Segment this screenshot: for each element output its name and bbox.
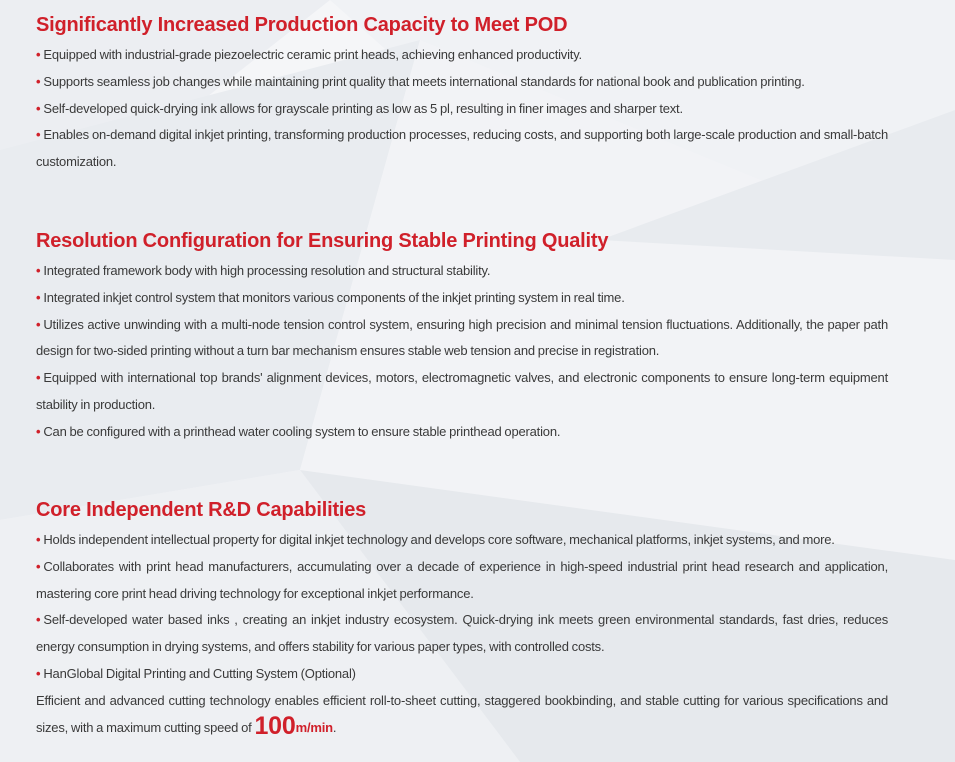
item-text: Self-developed water based inks , creating an inkjet industry ecosystem. Quick-drying ink meets green environmental standards, fast dries, reduces energy consumption in drying systems, and offers stability for various paper types, with controlled costs. <box>36 612 888 655</box>
list-item <box>36 365 888 419</box>
section-rnd-capabilities <box>36 497 888 741</box>
list-item <box>36 122 888 176</box>
section-resolution-configuration <box>36 228 888 446</box>
bullet-icon: • <box>36 127 41 143</box>
list-item <box>36 661 888 688</box>
item-text: Integrated framework body with high processing resolution and structural stability. <box>43 263 491 278</box>
section-production-capacity <box>36 12 888 176</box>
item-text: Integrated inkjet control system that monitors various components of the inkjet printing system in real time. <box>43 289 625 305</box>
list-item <box>36 285 888 312</box>
item-text: Equipped with industrial-grade piezoelectric ceramic print heads, achieving enhanced productivity. <box>43 47 582 62</box>
cutting-system-description <box>36 688 888 742</box>
bullet-icon: • <box>36 73 41 89</box>
list-item <box>36 312 888 366</box>
list-item <box>36 419 888 446</box>
item-text: Collaborates with print head manufacturers, accumulating over a decade of experience in high-speed industrial print head research and application, mastering core print head driving technology for exceptional inkjet performance. <box>36 558 888 601</box>
bullet-icon: • <box>36 370 41 386</box>
cutting-speed-unit: m/min <box>295 719 333 735</box>
cutting-speed-value: 100 <box>254 711 296 740</box>
item-text: Holds independent intellectual property for digital inkjet technology and develops core software, mechanical platforms, inkjet systems, and more. <box>43 532 835 547</box>
list-item <box>36 42 888 69</box>
bullet-icon: • <box>36 532 41 547</box>
list-item <box>36 258 888 285</box>
bullet-icon: • <box>36 289 41 305</box>
bullet-icon: • <box>36 263 41 278</box>
section-title: Significantly Increased Production Capacity to Meet POD <box>36 14 568 36</box>
list-item <box>36 554 888 608</box>
item-text: Equipped with international top brands' alignment devices, motors, electromagnetic valves, and electronic components to ensure long-term equipment stability in production. <box>36 370 888 412</box>
description-text: Efficient and advanced cutting technology enables efficient roll-to-sheet cutting, staggered bookbinding, and stable cutting for various specifications and sizes, with a maximum cutting speed of <box>36 692 888 735</box>
item-text: Utilizes active unwinding with a multi-node tension control system, ensuring high precision and minimal tension fluctuations. Additionally, the paper path design for two-sided printing without a turn bar mechanism ensures stable web tension and precise in registration. <box>36 316 888 359</box>
item-text: HanGlobal Digital Printing and Cutting System (Optional) <box>43 665 356 681</box>
item-text: Enables on-demand digital inkjet printing, transforming production processes, reducing costs, and supporting both large-scale production and small-batch customization. <box>36 127 888 170</box>
bullet-icon: • <box>36 316 41 332</box>
section-title: Resolution Configuration for Ensuring Stable Printing Quality <box>36 230 609 252</box>
bullet-icon: • <box>36 612 41 628</box>
bullet-icon: • <box>36 665 41 681</box>
list-item <box>36 96 888 123</box>
list-item <box>36 69 888 96</box>
item-text: Supports seamless job changes while maintaining print quality that meets international standards for national book and publication printing. <box>43 73 805 89</box>
section-title: Core Independent R&D Capabilities <box>36 499 367 521</box>
bullet-icon: • <box>36 47 41 62</box>
list-item <box>36 607 888 661</box>
list-item <box>36 527 888 554</box>
sentence-end: . <box>332 719 337 735</box>
bullet-icon: • <box>36 100 41 116</box>
item-text: Can be configured with a printhead water cooling system to ensure stable printhead operation. <box>43 423 561 439</box>
bullet-icon: • <box>36 423 41 439</box>
item-text: Self-developed quick-drying ink allows for grayscale printing as low as 5 pl, resulting in finer images and sharper text. <box>43 100 683 116</box>
bullet-icon: • <box>36 558 41 574</box>
